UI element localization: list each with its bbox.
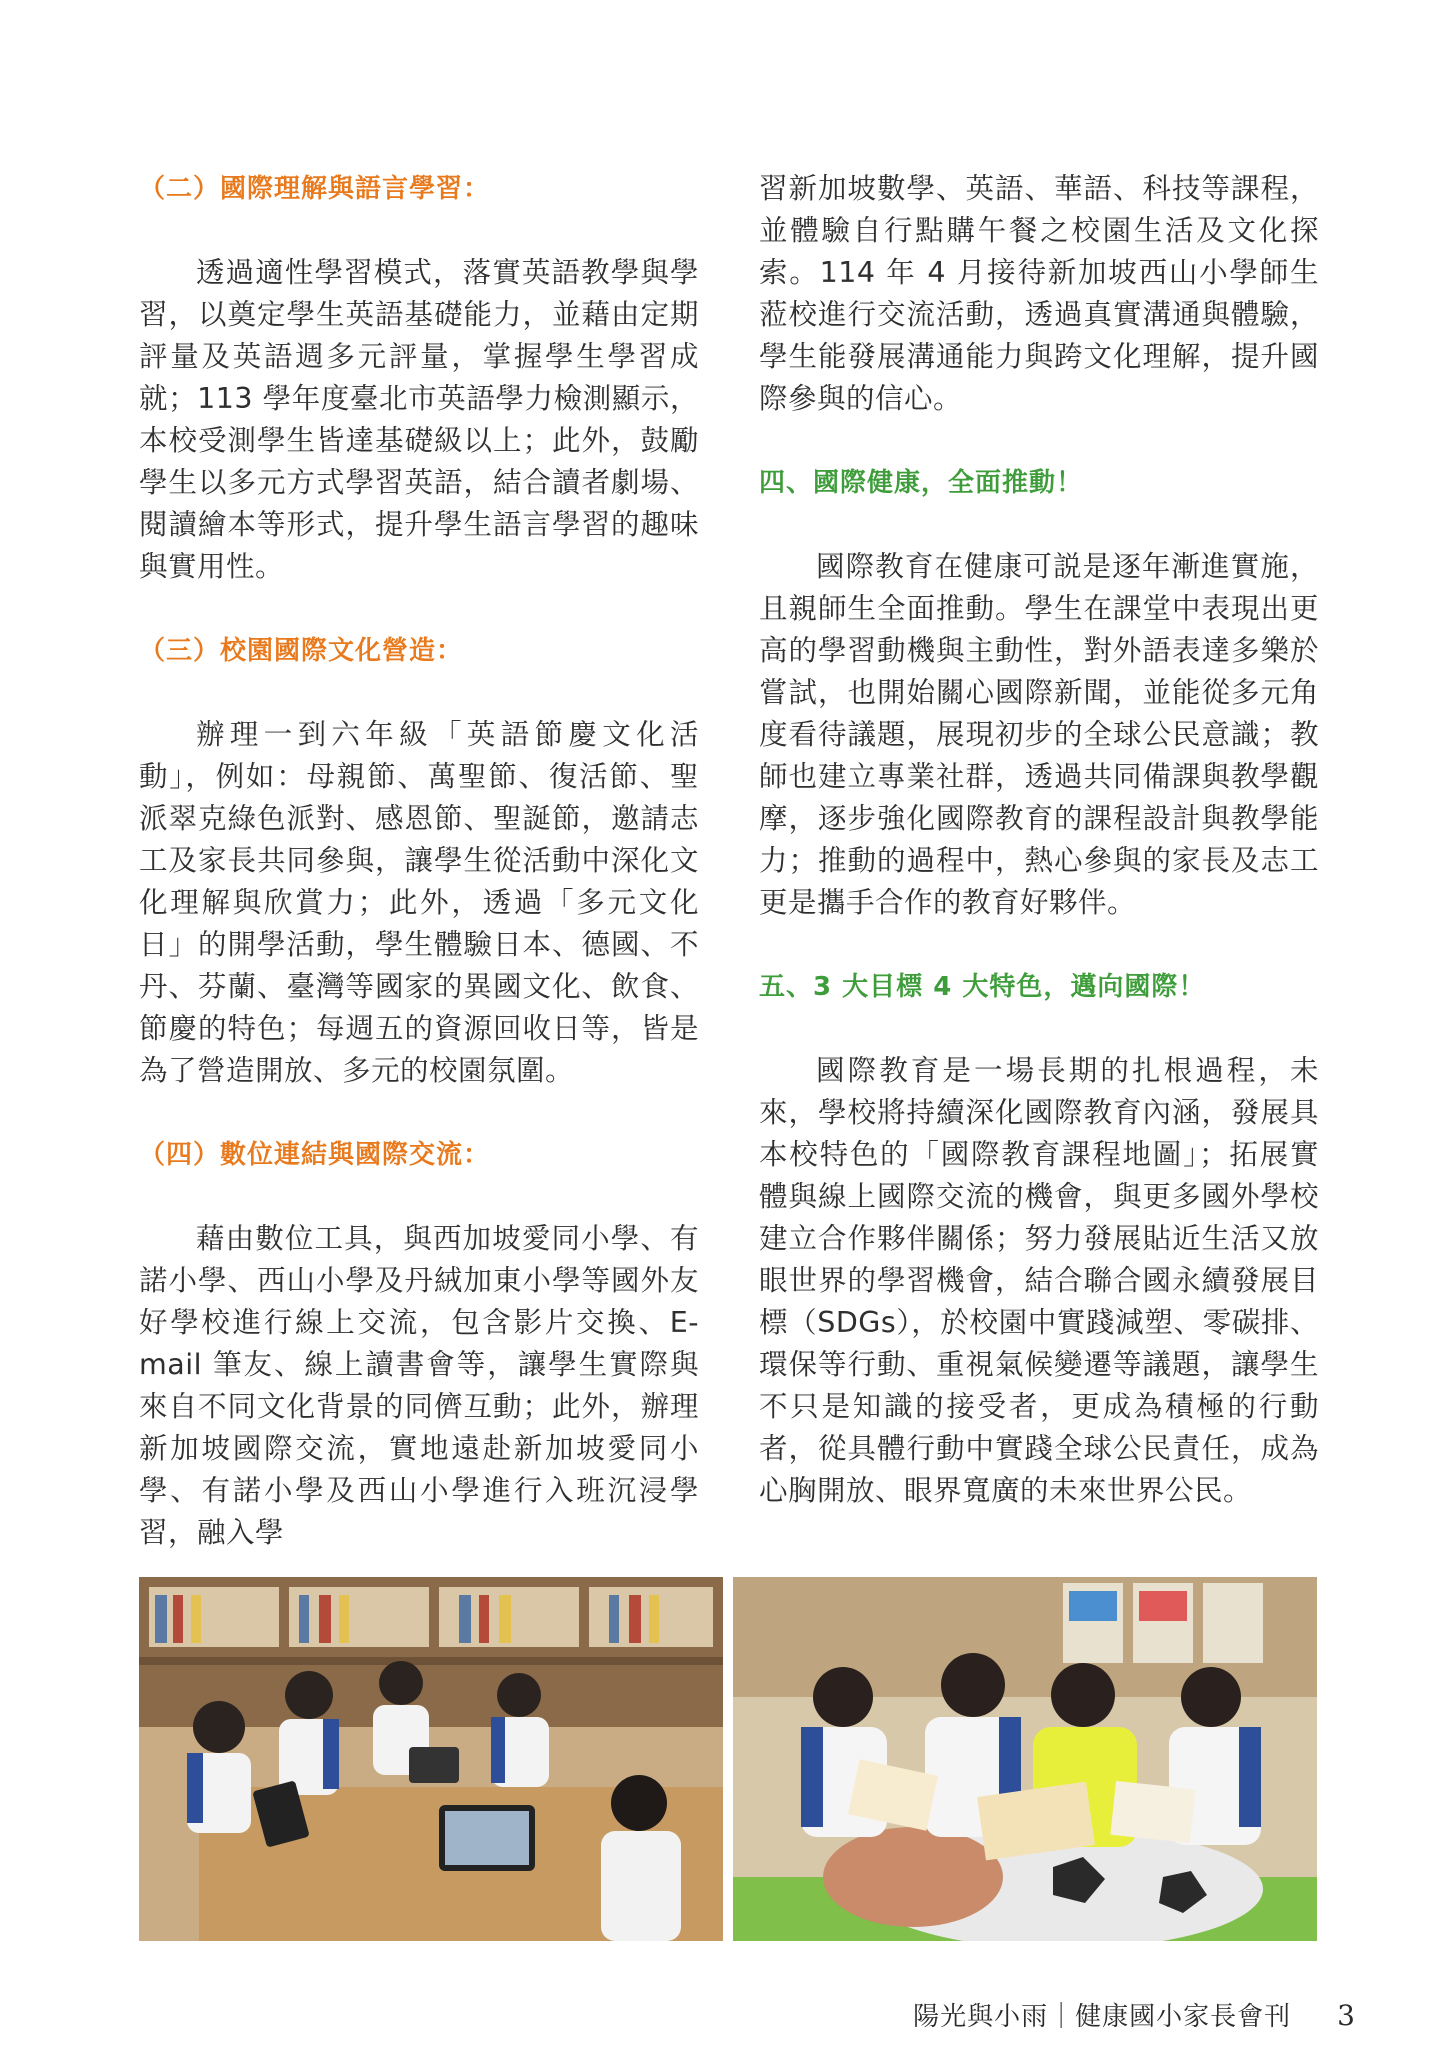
right-column (759, 168, 1319, 1512)
section-paragraph-4: 藉由數位工具，與西加坡愛同小學、有諾小學、西山小學及丹絨加東小學等國外友好學校進行線上交流，包含影片交換、E-mail 筆友、線上讀書會等，讓學生實際與來自不同文化背景的同儕互動；此外，辦理新加坡國際交流，實地遠赴新加坡愛同小學、有諾小學及西山小學進行入班沉浸學習，融入學 (139, 1222, 699, 1549)
section-heading-five: 五、3 大目標 4 大特色，邁向國際！ (759, 972, 1206, 1002)
photo-students-tablets (139, 1577, 723, 1941)
section-heading-4: （四）數位連結與國際交流： (139, 1140, 491, 1170)
section-paragraph-five: 國際教育是一場長期的扎根過程，未來，學校將持續深化國際教育內涵，發展具本校特色的「國際教育課程地圖」；拓展實體與線上國際交流的機會，與更多國外學校建立合作夥伴關係；努力發展貼近生活又放眼世界的學習機會，結合聯合國永續發展目標（SDGs），於校園中實踐減塑、零碳排、環保等行動、重視氣候變遷等議題，讓學生不只是知識的接受者，更成為積極的行動者，從具體行動中實踐全球公民責任，成為心胸開放、眼界寬廣的未來世界公民。 (759, 1054, 1319, 1507)
page-footer (913, 1996, 1356, 2033)
section-paragraph-four: 國際教育在健康可説是逐年漸進實施，且親師生全面推動。學生在課堂中表現出更高的學習動機與主動性，對外語表達多樂於嘗試，也開始關心國際新聞，並能從多元角度看待議題，展現初步的全球公民意識；教師也建立專業社群，透過共同備課與教學觀摩，逐步強化國際教育的課程設計與教學能力；推動的過程中，熱心參與的家長及志工更是攜手合作的教育好夥伴。 (759, 550, 1319, 919)
left-column (139, 168, 699, 1554)
section-heading-3: （三）校園國際文化營造： (139, 636, 464, 666)
photo-students-reading (733, 1577, 1317, 1941)
section-paragraph-2: 透過適性學習模式，落實英語教學與學習，以奠定學生英語基礎能力，並藉由定期評量及英語週多元評量，掌握學生學習成就；113 學年度臺北市英語學力檢測顯示，本校受測學生皆達基礎級以上；此外，鼓勵學生以多元方式學習英語，結合讀者劇場、閱讀繪本等形式，提升學生語言學習的趣味與實用性。 (139, 256, 699, 583)
publication-name: 陽光與小雨｜健康國小家長會刊 (913, 2002, 1292, 2032)
section-heading-2: （二）國際理解與語言學習： (139, 174, 491, 204)
section-paragraph-3: 辦理一到六年級「英語節慶文化活動」，例如：母親節、萬聖節、復活節、聖派翠克綠色派對、感恩節、聖誕節，邀請志工及家長共同參與，讓學生從活動中深化文化理解與欣賞力；此外，透過「多元文化日」的開學活動，學生體驗日本、德國、不丹、芬蘭、臺灣等國家的異國文化、飲食、節慶的特色；每週五的資源回收日等，皆是為了營造開放、多元的校園氛圍。 (139, 718, 699, 1087)
section-paragraph-4-continued: 習新加坡數學、英語、華語、科技等課程，並體驗自行點購午餐之校園生活及文化探索。114 年 4 月接待新加坡西山小學師生蒞校進行交流活動，透過真實溝通與體驗，學生能發展溝通能力與跨文化理解，提升國際參與的信心。 (759, 172, 1319, 415)
page-number: 3 (1337, 1999, 1356, 2032)
section-heading-four: 四、國際健康，全面推動！ (759, 468, 1084, 498)
